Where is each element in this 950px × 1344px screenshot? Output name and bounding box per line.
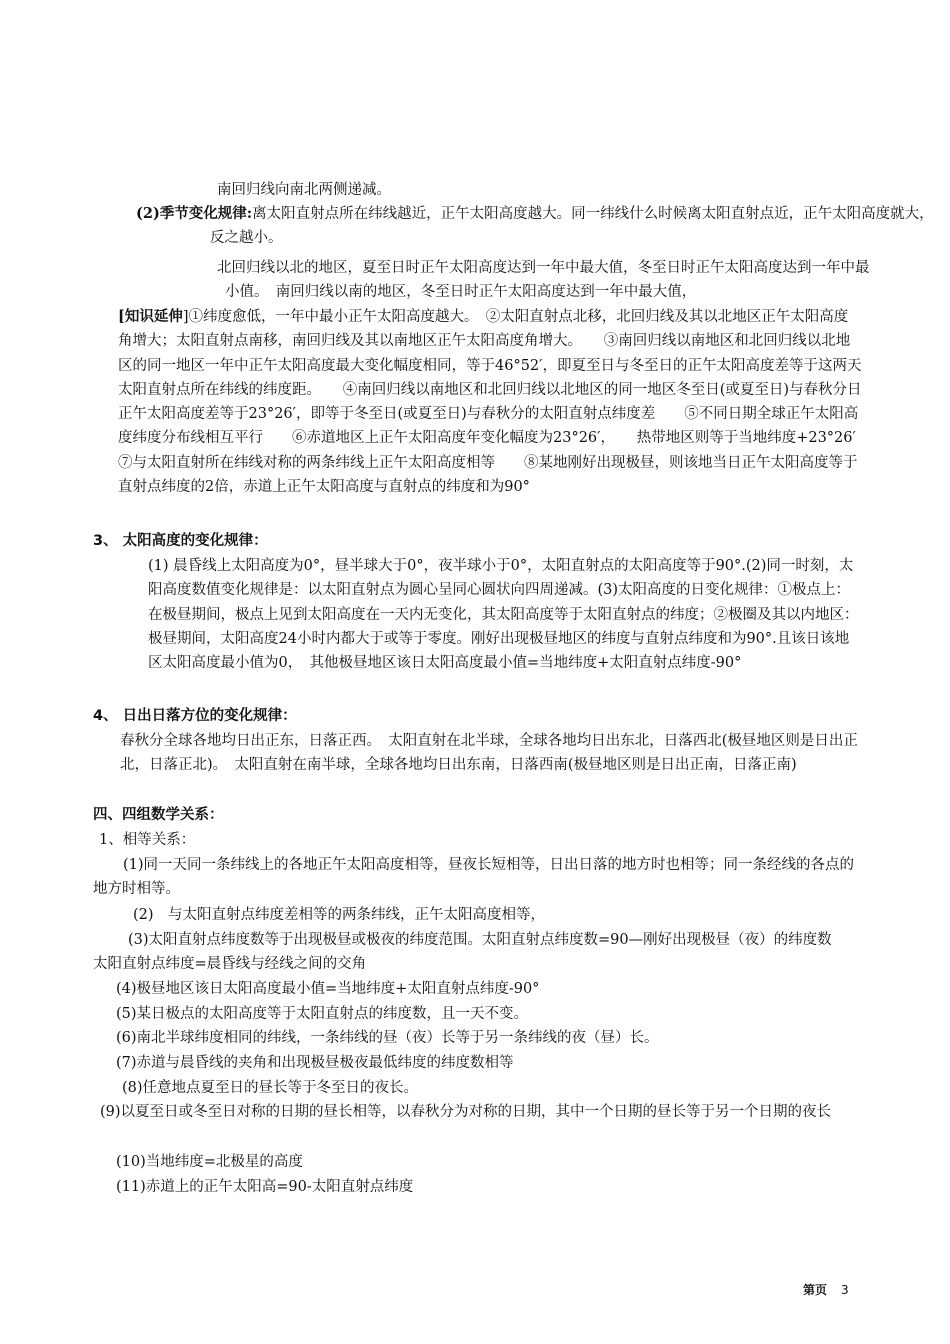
list-item-2: (2) 与太阳直射点纬度差相等的两条纬线，正午太阳高度相等，	[133, 907, 546, 923]
list-item-9: (9)以夏至日或冬至日对称的日期的昼长相等，以春秋分为对称的日期，其中一个日期的昼长等于另一个日期的夜长	[100, 1104, 832, 1120]
list-item-11: (11)赤道上的正午太阳高=90-太阳直射点纬度	[116, 1179, 414, 1195]
list-item-6: (6)南北半球纬度相同的纬线，一条纬线的昼（夜）长等于另一条纬线的夜（昼）长。	[116, 1030, 659, 1046]
list-item-4: (4)极昼地区该日太阳高度最小值=当地纬度+太阳直射点纬度-90°	[116, 981, 540, 997]
knowledge-extension-label: [知识延伸	[118, 308, 183, 325]
paragraph-south-tropic: 南回归线向南北两侧递减。	[217, 182, 391, 198]
page-label: 第页	[803, 1283, 828, 1297]
paragraph-knowledge-extension: [知识延伸]①纬度愈低，一年中最小正午太阳高度越大。 ②太阳直射点北移，北回归线及其以北地区正午太阳高度角增大；太阳直射点南移，南回归线及其以南地区正午太阳高度角增大。 ③南回归线以南地区和北回归线以北地区的同一地区一年中正午太阳高度最大变化幅度相同，等于46°52′，即夏至日与冬至日的正午太阳高度差等于这两天太阳直射点所在纬线的纬度距。 ④南回归线以南地区和北回归线以北地区的同一地区冬至日(或夏至日)与春秋分日正午太阳高度差等于23°26′，即等于冬至日(或夏至日)与春秋分的太阳直射点纬度差 ⑤不同日期全球正午太阳高度纬度分布线相互平行 ⑥赤道地区上正午太阳高度年变化幅度为23°26′， 热带地区则等于当地纬度+23°26′ ⑦与太阳直射所在纬线对称的两条纬线上正午太阳高度相等 ⑧某地刚好出现极昼，则该地当日正午太阳高度等于直射点纬度的2倍，赤道上正午太阳高度与直射点的纬度和为90°	[118, 308, 871, 496]
list-item-5: (5)某日极点的太阳高度等于太阳直射点的纬度数，且一天不变。	[116, 1006, 529, 1022]
page-footer	[803, 1282, 849, 1298]
heading-math-relations: 四、四组数学关系：	[93, 807, 224, 823]
subheading-equal-relations: 1、相等关系：	[99, 832, 196, 848]
paragraph-seasonal-rule: (2)季节变化规律:离太阳直射点所在纬线越近，正午太阳高度越大。同一纬线什么时候离太阳直射点近，正午太阳高度就大，反之越小。	[136, 205, 934, 247]
list-item-3: (3)太阳直射点纬度数等于出现极昼或极夜的纬度范围。太阳直射点纬度数=90—刚好出现极昼（夜）的纬度数 太阳直射点纬度=晨昏线与经线之间的交角	[93, 932, 861, 973]
heading-sunrise-direction: 4、 日出日落方位的变化规律：	[93, 708, 297, 724]
paragraph-solar-altitude-rule: (1) 晨昏线上太阳高度为0°，昼半球大于0°，夜半球小于0°，太阳直射点的太阳高度等于90°.(2)同一时刻，太阳高度数值变化规律是：以太阳直射点为圆心呈同心圆状向四周递减。(3)太阳高度的日变化规律：①极点上：在极昼期间，极点上见到太阳高度在一天内无变化，其太阳高度等于太阳直射点的纬度；②极圈及其以内地区：极昼期间，太阳高度24小时内都大于或等于零度。刚好出现极昼地区的纬度与直射点纬度和为90°.且该日该地区太阳高度最小值为0， 其他极昼地区该日太阳高度最小值=当地纬度+太阳直射点纬度-90°	[148, 558, 859, 672]
paragraph-north-tropic: 北回归线以北的地区，夏至日时正午太阳高度达到一年中最大值，冬至日时正午太阳高度达到一年中最小值。 南回归线以南的地区，冬至日时正午太阳高度达到一年中最大值，	[217, 260, 870, 301]
paragraph-sunrise-direction: 春秋分全球各地均日出正东，日落正西。 太阳直射在北半球，全球各地均日出东北，日落西北(极昼地区则是日出正北，日落正北)。 太阳直射在南半球，全球各地均日出东南，日落西南(极昼地区则是日出正南，日落正南)	[120, 733, 858, 774]
list-item-7: (7)赤道与晨昏线的夹角和出现极昼极夜最低纬度的纬度数相等	[116, 1055, 514, 1071]
seasonal-rule-label: (2)季节变化规律:	[136, 205, 253, 222]
heading-solar-altitude-rule: 3、 太阳高度的变化规律：	[93, 533, 268, 549]
list-item-8: (8)任意地点夏至日的昼长等于冬至日的夜长。	[122, 1080, 419, 1096]
page-number: 3	[841, 1283, 849, 1297]
list-item-10: (10)当地纬度=北极星的高度	[116, 1154, 303, 1170]
list-item-1: (1)同一天同一条纬线上的各地正午太阳高度相等，昼夜长短相等，日出日落的地方时也相等；同一条经线的各点的地方时相等。	[93, 857, 855, 898]
